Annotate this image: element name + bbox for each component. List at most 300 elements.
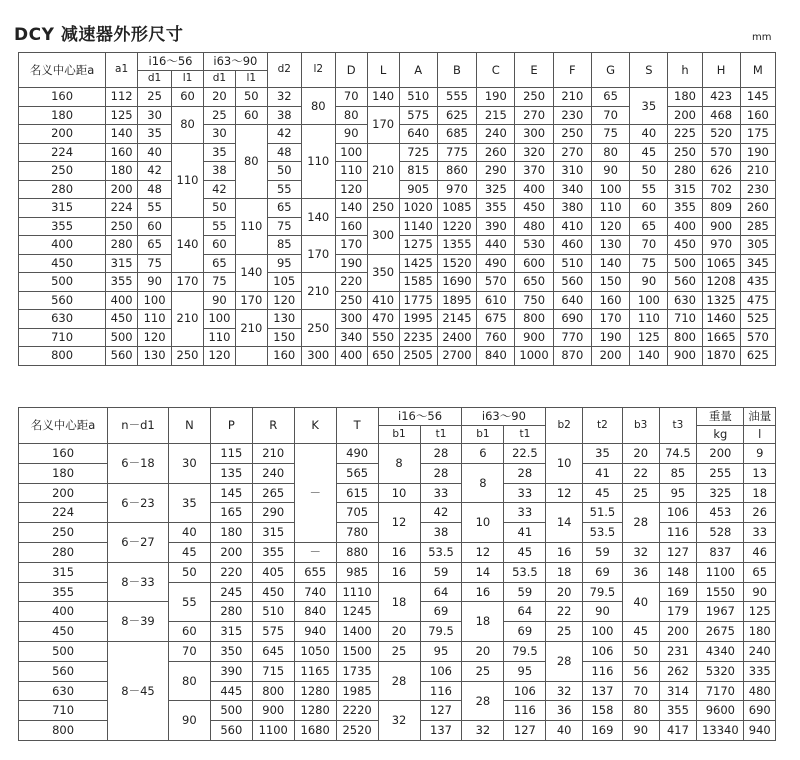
table-cell: 40 bbox=[168, 523, 210, 543]
table-cell: 100 bbox=[138, 291, 172, 310]
table-cell: 250 bbox=[19, 523, 108, 543]
table-cell: 25 bbox=[203, 106, 235, 125]
table-cell: 95 bbox=[504, 661, 546, 681]
table-cell: 725 bbox=[399, 143, 437, 162]
table-cell: 1550 bbox=[697, 582, 744, 602]
table-cell: 305 bbox=[740, 236, 775, 255]
table-cell: 6 bbox=[462, 444, 504, 464]
table-cell: 22 bbox=[546, 602, 583, 622]
col-header: kg bbox=[697, 426, 744, 444]
table-cell: 26 bbox=[744, 503, 776, 523]
table-cell: 125 bbox=[744, 602, 776, 622]
table-cell: 55 bbox=[138, 199, 172, 218]
col-header: n－d1 bbox=[108, 408, 169, 444]
table-cell: 48 bbox=[138, 180, 172, 199]
table-cell: 300 bbox=[301, 347, 335, 366]
table-cell: 45 bbox=[504, 542, 546, 562]
table-cell: 40 bbox=[138, 143, 172, 162]
table-cell: 100 bbox=[203, 310, 235, 329]
table-cell: 500 bbox=[106, 328, 138, 347]
table-cell: 390 bbox=[477, 217, 515, 236]
table-cell: 240 bbox=[252, 463, 294, 483]
table-row bbox=[19, 444, 776, 464]
table-cell: 900 bbox=[668, 347, 702, 366]
table-cell: 350 bbox=[210, 641, 252, 661]
table-cell: 1280 bbox=[294, 701, 336, 721]
table-cell: 2520 bbox=[336, 721, 378, 741]
table-cell: 224 bbox=[19, 503, 108, 523]
table-cell: 985 bbox=[336, 562, 378, 582]
table-cell: 160 bbox=[19, 88, 106, 107]
table-cell: 28 bbox=[462, 681, 504, 721]
table-cell: 127 bbox=[420, 701, 462, 721]
table-cell: 50 bbox=[267, 162, 301, 181]
table-cell: 809 bbox=[702, 199, 740, 218]
col-header: 油量 bbox=[744, 408, 776, 426]
table-cell: 1967 bbox=[697, 602, 744, 622]
table-cell: 1085 bbox=[437, 199, 476, 218]
table-cell: 9 bbox=[744, 444, 776, 464]
table-cell: 560 bbox=[106, 347, 138, 366]
table-cell: 1520 bbox=[437, 254, 476, 273]
col-header: b1 bbox=[462, 426, 504, 444]
table-cell: 85 bbox=[659, 463, 697, 483]
table-cell: 65 bbox=[591, 88, 629, 107]
table-cell: 440 bbox=[477, 236, 515, 255]
table-cell: 60 bbox=[172, 88, 204, 107]
table-cell: 970 bbox=[702, 236, 740, 255]
table-cell: 325 bbox=[477, 180, 515, 199]
table-cell: 110 bbox=[203, 328, 235, 347]
table-cell: 41 bbox=[583, 463, 623, 483]
table-cell: 12 bbox=[546, 483, 583, 503]
table-cell: 224 bbox=[19, 143, 106, 162]
table-cell: 22.5 bbox=[504, 444, 546, 464]
table-cell: 1280 bbox=[294, 681, 336, 701]
table-cell: － bbox=[294, 444, 336, 543]
col-header: T bbox=[336, 408, 378, 444]
col-header: d1 bbox=[203, 71, 235, 88]
table-cell: 20 bbox=[546, 582, 583, 602]
table-cell: 110 bbox=[172, 143, 204, 217]
table-cell: 160 bbox=[591, 291, 629, 310]
table-cell: 560 bbox=[553, 273, 591, 292]
table-cell: 60 bbox=[235, 106, 267, 125]
table-cell: 250 bbox=[106, 217, 138, 236]
table-cell: 800 bbox=[252, 681, 294, 701]
table-cell: 645 bbox=[252, 641, 294, 661]
col-header: l2 bbox=[301, 53, 335, 88]
table-cell: 480 bbox=[515, 217, 553, 236]
col-header: d1 bbox=[138, 71, 172, 88]
table-cell: 150 bbox=[267, 328, 301, 347]
table-cell: 1870 bbox=[702, 347, 740, 366]
table-cell: 480 bbox=[744, 681, 776, 701]
table-cell: 70 bbox=[622, 681, 659, 701]
table-cell: 55 bbox=[203, 217, 235, 236]
table-cell: 630 bbox=[668, 291, 702, 310]
table-cell: 1165 bbox=[294, 661, 336, 681]
col-header: D bbox=[335, 53, 367, 88]
table-cell: 1245 bbox=[336, 602, 378, 622]
table-cell: 355 bbox=[659, 701, 697, 721]
table-cell: 200 bbox=[668, 106, 702, 125]
table-cell: 50 bbox=[203, 199, 235, 218]
table-cell: 215 bbox=[477, 106, 515, 125]
table-cell: 560 bbox=[210, 721, 252, 741]
table-cell: 190 bbox=[477, 88, 515, 107]
table-cell: 60 bbox=[138, 217, 172, 236]
table-cell: 56 bbox=[622, 661, 659, 681]
col-header: A bbox=[399, 53, 437, 88]
table-cell: 355 bbox=[252, 542, 294, 562]
table-cell: 200 bbox=[697, 444, 744, 464]
table-row bbox=[19, 88, 776, 107]
col-header: l1 bbox=[235, 71, 267, 88]
table-cell: 500 bbox=[210, 701, 252, 721]
table-cell: 18 bbox=[744, 483, 776, 503]
table-cell: 8－33 bbox=[108, 562, 169, 602]
table-cell: 40 bbox=[630, 125, 668, 144]
table-row bbox=[19, 291, 776, 310]
table-cell: 1355 bbox=[437, 236, 476, 255]
table-cell: 53.5 bbox=[504, 562, 546, 582]
col-header: t2 bbox=[583, 408, 623, 444]
col-group-header: i63～90 bbox=[203, 53, 267, 71]
table-cell: 1665 bbox=[702, 328, 740, 347]
table-cell: 530 bbox=[515, 236, 553, 255]
table-cell: 50 bbox=[168, 562, 210, 582]
table-cell: 280 bbox=[19, 180, 106, 199]
table-cell: 106 bbox=[583, 641, 623, 661]
table-cell: 130 bbox=[138, 347, 172, 366]
table-cell: 106 bbox=[420, 661, 462, 681]
table-cell: 12 bbox=[462, 542, 504, 562]
table-cell: 32 bbox=[267, 88, 301, 107]
table-cell: 290 bbox=[477, 162, 515, 181]
col-header: S bbox=[630, 53, 668, 88]
table-cell: 423 bbox=[702, 88, 740, 107]
table-cell: 1100 bbox=[697, 562, 744, 582]
table-cell: 85 bbox=[267, 236, 301, 255]
table-cell: 1140 bbox=[399, 217, 437, 236]
dimension-table-2 bbox=[18, 407, 776, 741]
table-cell: 815 bbox=[399, 162, 437, 181]
table-cell: 265 bbox=[252, 483, 294, 503]
table-cell: 837 bbox=[697, 542, 744, 562]
table-cell: 685 bbox=[437, 125, 476, 144]
table-cell: 450 bbox=[19, 254, 106, 273]
table-cell: 300 bbox=[335, 310, 367, 329]
col-header: N bbox=[168, 408, 210, 444]
table-cell: 33 bbox=[420, 483, 462, 503]
table-cell: 40 bbox=[622, 582, 659, 622]
table-cell: 650 bbox=[515, 273, 553, 292]
table-cell: 315 bbox=[19, 562, 108, 582]
table-cell: 60 bbox=[630, 199, 668, 218]
table-cell: 650 bbox=[367, 347, 399, 366]
table-cell: 630 bbox=[19, 681, 108, 701]
table-cell: 80 bbox=[335, 106, 367, 125]
table-cell: 148 bbox=[659, 562, 697, 582]
table-cell: 46 bbox=[744, 542, 776, 562]
table-cell: 48 bbox=[267, 143, 301, 162]
table-row bbox=[19, 199, 776, 218]
col-header: M bbox=[740, 53, 775, 88]
table-cell: 1680 bbox=[294, 721, 336, 741]
table-cell: 1020 bbox=[399, 199, 437, 218]
table-cell: 140 bbox=[235, 254, 267, 291]
table-cell: 75 bbox=[138, 254, 172, 273]
col-header: L bbox=[367, 53, 399, 88]
table-cell: 35 bbox=[168, 483, 210, 523]
unit-label: mm bbox=[752, 32, 772, 43]
table-cell: 32 bbox=[546, 681, 583, 701]
table-cell: 70 bbox=[630, 236, 668, 255]
table-cell: 64 bbox=[420, 582, 462, 602]
table-cell: 702 bbox=[702, 180, 740, 199]
table-cell: 417 bbox=[659, 721, 697, 741]
table-cell: 30 bbox=[203, 125, 235, 144]
table-cell: 460 bbox=[553, 236, 591, 255]
table-cell: 800 bbox=[19, 721, 108, 741]
table-cell: 285 bbox=[740, 217, 775, 236]
table-cell: 905 bbox=[399, 180, 437, 199]
table-cell: 840 bbox=[294, 602, 336, 622]
table-cell: 340 bbox=[553, 180, 591, 199]
table-cell: 200 bbox=[19, 483, 108, 503]
table-cell: 7170 bbox=[697, 681, 744, 701]
table-cell: 140 bbox=[335, 199, 367, 218]
table-cell: 32 bbox=[378, 701, 420, 741]
table-row bbox=[19, 217, 776, 236]
table-cell: 120 bbox=[203, 347, 235, 366]
table-cell: 615 bbox=[336, 483, 378, 503]
table-cell: 116 bbox=[659, 523, 697, 543]
table-cell: 250 bbox=[367, 199, 399, 218]
col-header: G bbox=[591, 53, 629, 88]
table-cell: 315 bbox=[106, 254, 138, 273]
table-cell: 170 bbox=[367, 106, 399, 143]
table-cell: 116 bbox=[420, 681, 462, 701]
table-cell: 90 bbox=[744, 582, 776, 602]
table-cell: 28 bbox=[622, 503, 659, 543]
table-cell: 6－27 bbox=[108, 523, 169, 563]
table-cell: 20 bbox=[622, 444, 659, 464]
table-cell: 65 bbox=[630, 217, 668, 236]
table-cell: 55 bbox=[168, 582, 210, 622]
table-cell: 315 bbox=[210, 622, 252, 642]
table-cell: 280 bbox=[106, 236, 138, 255]
table-cell: 70 bbox=[591, 106, 629, 125]
table-cell: 340 bbox=[335, 328, 367, 347]
table-cell: 100 bbox=[335, 143, 367, 162]
table-cell: 1995 bbox=[399, 310, 437, 329]
table-cell: 45 bbox=[630, 143, 668, 162]
table-row bbox=[19, 641, 776, 661]
table-cell: 100 bbox=[630, 291, 668, 310]
table-cell: 450 bbox=[515, 199, 553, 218]
table-cell: 1985 bbox=[336, 681, 378, 701]
table-cell: 40 bbox=[546, 721, 583, 741]
table-cell: 325 bbox=[697, 483, 744, 503]
table-cell: 75 bbox=[630, 254, 668, 273]
table-cell: 140 bbox=[301, 199, 335, 236]
table-cell: 55 bbox=[267, 180, 301, 199]
table-cell: 520 bbox=[702, 125, 740, 144]
col-header: l bbox=[744, 426, 776, 444]
table-cell: 300 bbox=[515, 125, 553, 144]
table-cell: 106 bbox=[504, 681, 546, 701]
table-cell: 560 bbox=[19, 661, 108, 681]
table-cell: 405 bbox=[252, 562, 294, 582]
table-cell: 90 bbox=[138, 273, 172, 292]
table-cell: 230 bbox=[740, 180, 775, 199]
table-cell: 1425 bbox=[399, 254, 437, 273]
table-cell: 59 bbox=[420, 562, 462, 582]
table-cell: 79.5 bbox=[420, 622, 462, 642]
table-cell: 240 bbox=[477, 125, 515, 144]
table-cell: 90 bbox=[591, 162, 629, 181]
table-cell: 270 bbox=[553, 143, 591, 162]
table-cell: 13 bbox=[744, 463, 776, 483]
col-group-header: i63～90 bbox=[462, 408, 546, 426]
table-cell: 80 bbox=[591, 143, 629, 162]
table-cell: 2145 bbox=[437, 310, 476, 329]
table-cell: 64 bbox=[504, 602, 546, 622]
table-cell: 180 bbox=[210, 523, 252, 543]
table-cell: 50 bbox=[622, 641, 659, 661]
table-cell: 380 bbox=[553, 199, 591, 218]
table-cell: 690 bbox=[553, 310, 591, 329]
table-cell: 8－39 bbox=[108, 602, 169, 642]
table-cell: 560 bbox=[19, 291, 106, 310]
table-cell: 450 bbox=[668, 236, 702, 255]
table-cell: 1325 bbox=[702, 291, 740, 310]
table-cell: 400 bbox=[335, 347, 367, 366]
table-cell: 270 bbox=[515, 106, 553, 125]
table-cell: 42 bbox=[420, 503, 462, 523]
table-cell: 45 bbox=[622, 622, 659, 642]
table-cell: 210 bbox=[301, 273, 335, 310]
table-cell: 220 bbox=[335, 273, 367, 292]
table-cell: 180 bbox=[668, 88, 702, 107]
table-cell: 705 bbox=[336, 503, 378, 523]
table-cell: 160 bbox=[267, 347, 301, 366]
table-cell: 750 bbox=[515, 291, 553, 310]
table-cell: 450 bbox=[106, 310, 138, 329]
col-header: t3 bbox=[659, 408, 697, 444]
table-row bbox=[19, 254, 776, 273]
table-cell: 250 bbox=[553, 125, 591, 144]
table-cell: 120 bbox=[267, 291, 301, 310]
table-cell: 400 bbox=[668, 217, 702, 236]
table-cell: 225 bbox=[668, 125, 702, 144]
table-cell: 370 bbox=[515, 162, 553, 181]
table-cell: 53.5 bbox=[583, 523, 623, 543]
table-cell: 53.5 bbox=[420, 542, 462, 562]
col-header: P bbox=[210, 408, 252, 444]
table-cell: 224 bbox=[106, 199, 138, 218]
table-cell: 200 bbox=[19, 125, 106, 144]
table-cell: 230 bbox=[553, 106, 591, 125]
table-cell: 280 bbox=[668, 162, 702, 181]
table-cell: 190 bbox=[335, 254, 367, 273]
table-cell: 170 bbox=[172, 273, 204, 292]
table-cell: 110 bbox=[301, 125, 335, 199]
table-cell: 74.5 bbox=[659, 444, 697, 464]
table-cell: 190 bbox=[740, 143, 775, 162]
table-cell: 80 bbox=[622, 701, 659, 721]
table-cell: 300 bbox=[367, 217, 399, 254]
table-cell: 355 bbox=[668, 199, 702, 218]
table-cell: 12 bbox=[378, 503, 420, 543]
table-cell: 250 bbox=[668, 143, 702, 162]
table-row bbox=[19, 347, 776, 366]
table-cell: 320 bbox=[515, 143, 553, 162]
table-cell: 135 bbox=[210, 463, 252, 483]
table-cell: 8－45 bbox=[108, 641, 169, 740]
table-cell: 220 bbox=[210, 562, 252, 582]
table-cell: 69 bbox=[420, 602, 462, 622]
table-cell: － bbox=[294, 542, 336, 562]
col-header: H bbox=[702, 53, 740, 88]
table-cell: 555 bbox=[437, 88, 476, 107]
table-cell: 435 bbox=[740, 273, 775, 292]
table-cell: 250 bbox=[19, 162, 106, 181]
table-cell: 36 bbox=[622, 562, 659, 582]
table-row bbox=[19, 143, 776, 162]
table-cell: 350 bbox=[367, 254, 399, 291]
table-cell: 13340 bbox=[697, 721, 744, 741]
table-cell: 42 bbox=[203, 180, 235, 199]
table-cell: 210 bbox=[553, 88, 591, 107]
table-cell: 626 bbox=[702, 162, 740, 181]
table-cell: 45 bbox=[168, 542, 210, 562]
table-cell: 120 bbox=[138, 328, 172, 347]
table-cell: 69 bbox=[583, 562, 623, 582]
table-cell: 860 bbox=[437, 162, 476, 181]
table-cell: 170 bbox=[235, 291, 267, 310]
table-cell: 50 bbox=[630, 162, 668, 181]
table-cell: 410 bbox=[367, 291, 399, 310]
table-cell: 400 bbox=[515, 180, 553, 199]
table-cell: 20 bbox=[378, 622, 420, 642]
table-cell: 38 bbox=[267, 106, 301, 125]
table-cell: 240 bbox=[744, 641, 776, 661]
table-cell: 180 bbox=[19, 106, 106, 125]
table-row bbox=[19, 310, 776, 329]
table-cell: 116 bbox=[504, 701, 546, 721]
table-cell: 110 bbox=[335, 162, 367, 181]
table-cell: 112 bbox=[106, 88, 138, 107]
table-cell: 245 bbox=[210, 582, 252, 602]
table-cell: 315 bbox=[252, 523, 294, 543]
table-cell: 106 bbox=[659, 503, 697, 523]
table-cell: 140 bbox=[106, 125, 138, 144]
table-cell: 65 bbox=[267, 199, 301, 218]
table-cell: 60 bbox=[203, 236, 235, 255]
table-cell: 510 bbox=[252, 602, 294, 622]
table-cell: 140 bbox=[172, 217, 204, 273]
table-cell: 355 bbox=[19, 217, 106, 236]
table-cell: 510 bbox=[553, 254, 591, 273]
table-cell: 1500 bbox=[336, 641, 378, 661]
table-cell: 70 bbox=[335, 88, 367, 107]
table-cell: 1895 bbox=[437, 291, 476, 310]
table-cell: 640 bbox=[553, 291, 591, 310]
table-cell: 870 bbox=[553, 347, 591, 366]
